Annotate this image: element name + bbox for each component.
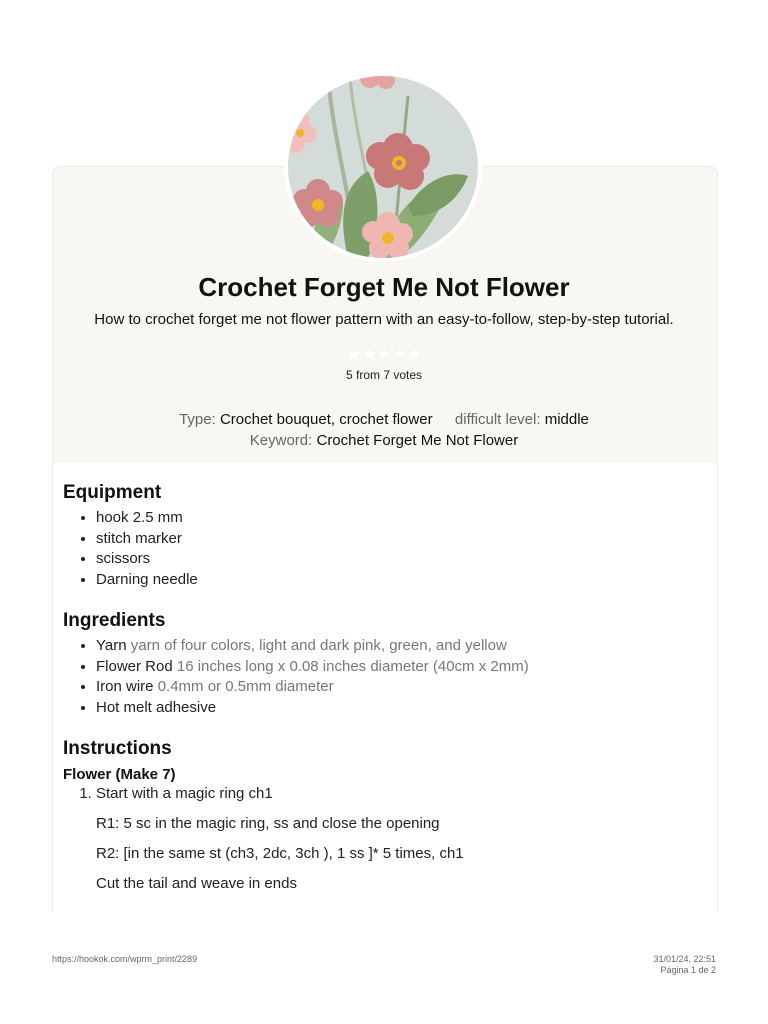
recipe-image [284, 72, 482, 262]
ingredient-name: Iron wire [96, 678, 154, 695]
flower-photo [288, 76, 478, 258]
level-label: difficult level: [454, 411, 541, 428]
ingredient-item [96, 677, 703, 698]
equipment-item: • hook 2.5 mm [96, 508, 703, 529]
star-icon: ★ [361, 344, 377, 364]
type-value: Crochet bouquet, crochet flower [219, 411, 433, 428]
page-number: Página 1 de 2 [660, 965, 716, 975]
ingredient-note: yarn of four colors, light and dark pink, green, and yellow [130, 637, 507, 654]
print-datetime: 31/01/24, 22:51 [653, 954, 716, 964]
equipment-list [63, 508, 703, 590]
instruction-group-title: Flower (Make 7) [63, 766, 176, 783]
footer-meta [653, 954, 716, 976]
equipment-item: • Darning needle [96, 570, 703, 591]
recipe-title: Crochet Forget Me Not Flower [198, 272, 570, 302]
recipe-content [63, 482, 703, 913]
keyword-label: Keyword: [249, 432, 313, 449]
star-icon: ★ [406, 344, 422, 364]
rating-votes: 5 from 7 votes [345, 368, 423, 382]
instruction-text: R2: [in the same st (ch3, 2dc, 3ch ), 1 ss ]* 5 times, ch1 [96, 845, 464, 862]
keyword-value: Crochet Forget Me Not Flower [316, 432, 519, 449]
instruction-text: 1. Start with a magic ring ch1 [96, 785, 273, 802]
ingredient-item [96, 657, 703, 678]
ingredient-item [96, 698, 703, 719]
star-icon: ★ [346, 344, 362, 364]
type-label: Type: [179, 411, 216, 428]
ingredient-name: Hot melt adhesive [96, 698, 217, 716]
equipment-heading: Equipment [63, 482, 162, 503]
footer-url: https://hookok.com/wprm_print/2289 [52, 954, 198, 964]
ingredient-name: Yarn [96, 637, 127, 654]
equipment-section [63, 482, 703, 590]
ingredients-list [63, 636, 703, 718]
ingredient-name: Flower Rod [96, 657, 173, 675]
ingredients-section [63, 610, 703, 718]
star-icon: ★ [376, 344, 392, 364]
instructions-section [63, 738, 703, 893]
recipe-summary: How to crochet forget me not flower pattern with an easy-to-follow, step-by-step tutorial. [94, 311, 674, 328]
ingredient-note: 16 inches long x 0.08 inches diameter (40cm x 2mm) [176, 657, 529, 675]
recipe-meta-keyword [0, 432, 768, 449]
instructions-list [63, 785, 703, 893]
recipe-meta-type-level [0, 411, 768, 428]
level-value: middle [544, 411, 589, 428]
instructions-heading: Instructions [63, 738, 172, 759]
instruction-text: Cut the tail and weave in ends [96, 875, 297, 892]
instruction-text: R1: 5 sc in the magic ring, ss and close the opening [96, 815, 440, 832]
equipment-item: • scissors [96, 549, 703, 570]
equipment-item: • stitch marker [96, 529, 703, 550]
star-rating [0, 344, 768, 365]
ingredients-heading: Ingredients [63, 610, 166, 631]
ingredient-item [96, 636, 703, 657]
star-icon: ★ [391, 344, 407, 364]
instruction-step [96, 785, 703, 893]
ingredient-note: 0.4mm or 0.5mm diameter [157, 678, 334, 695]
